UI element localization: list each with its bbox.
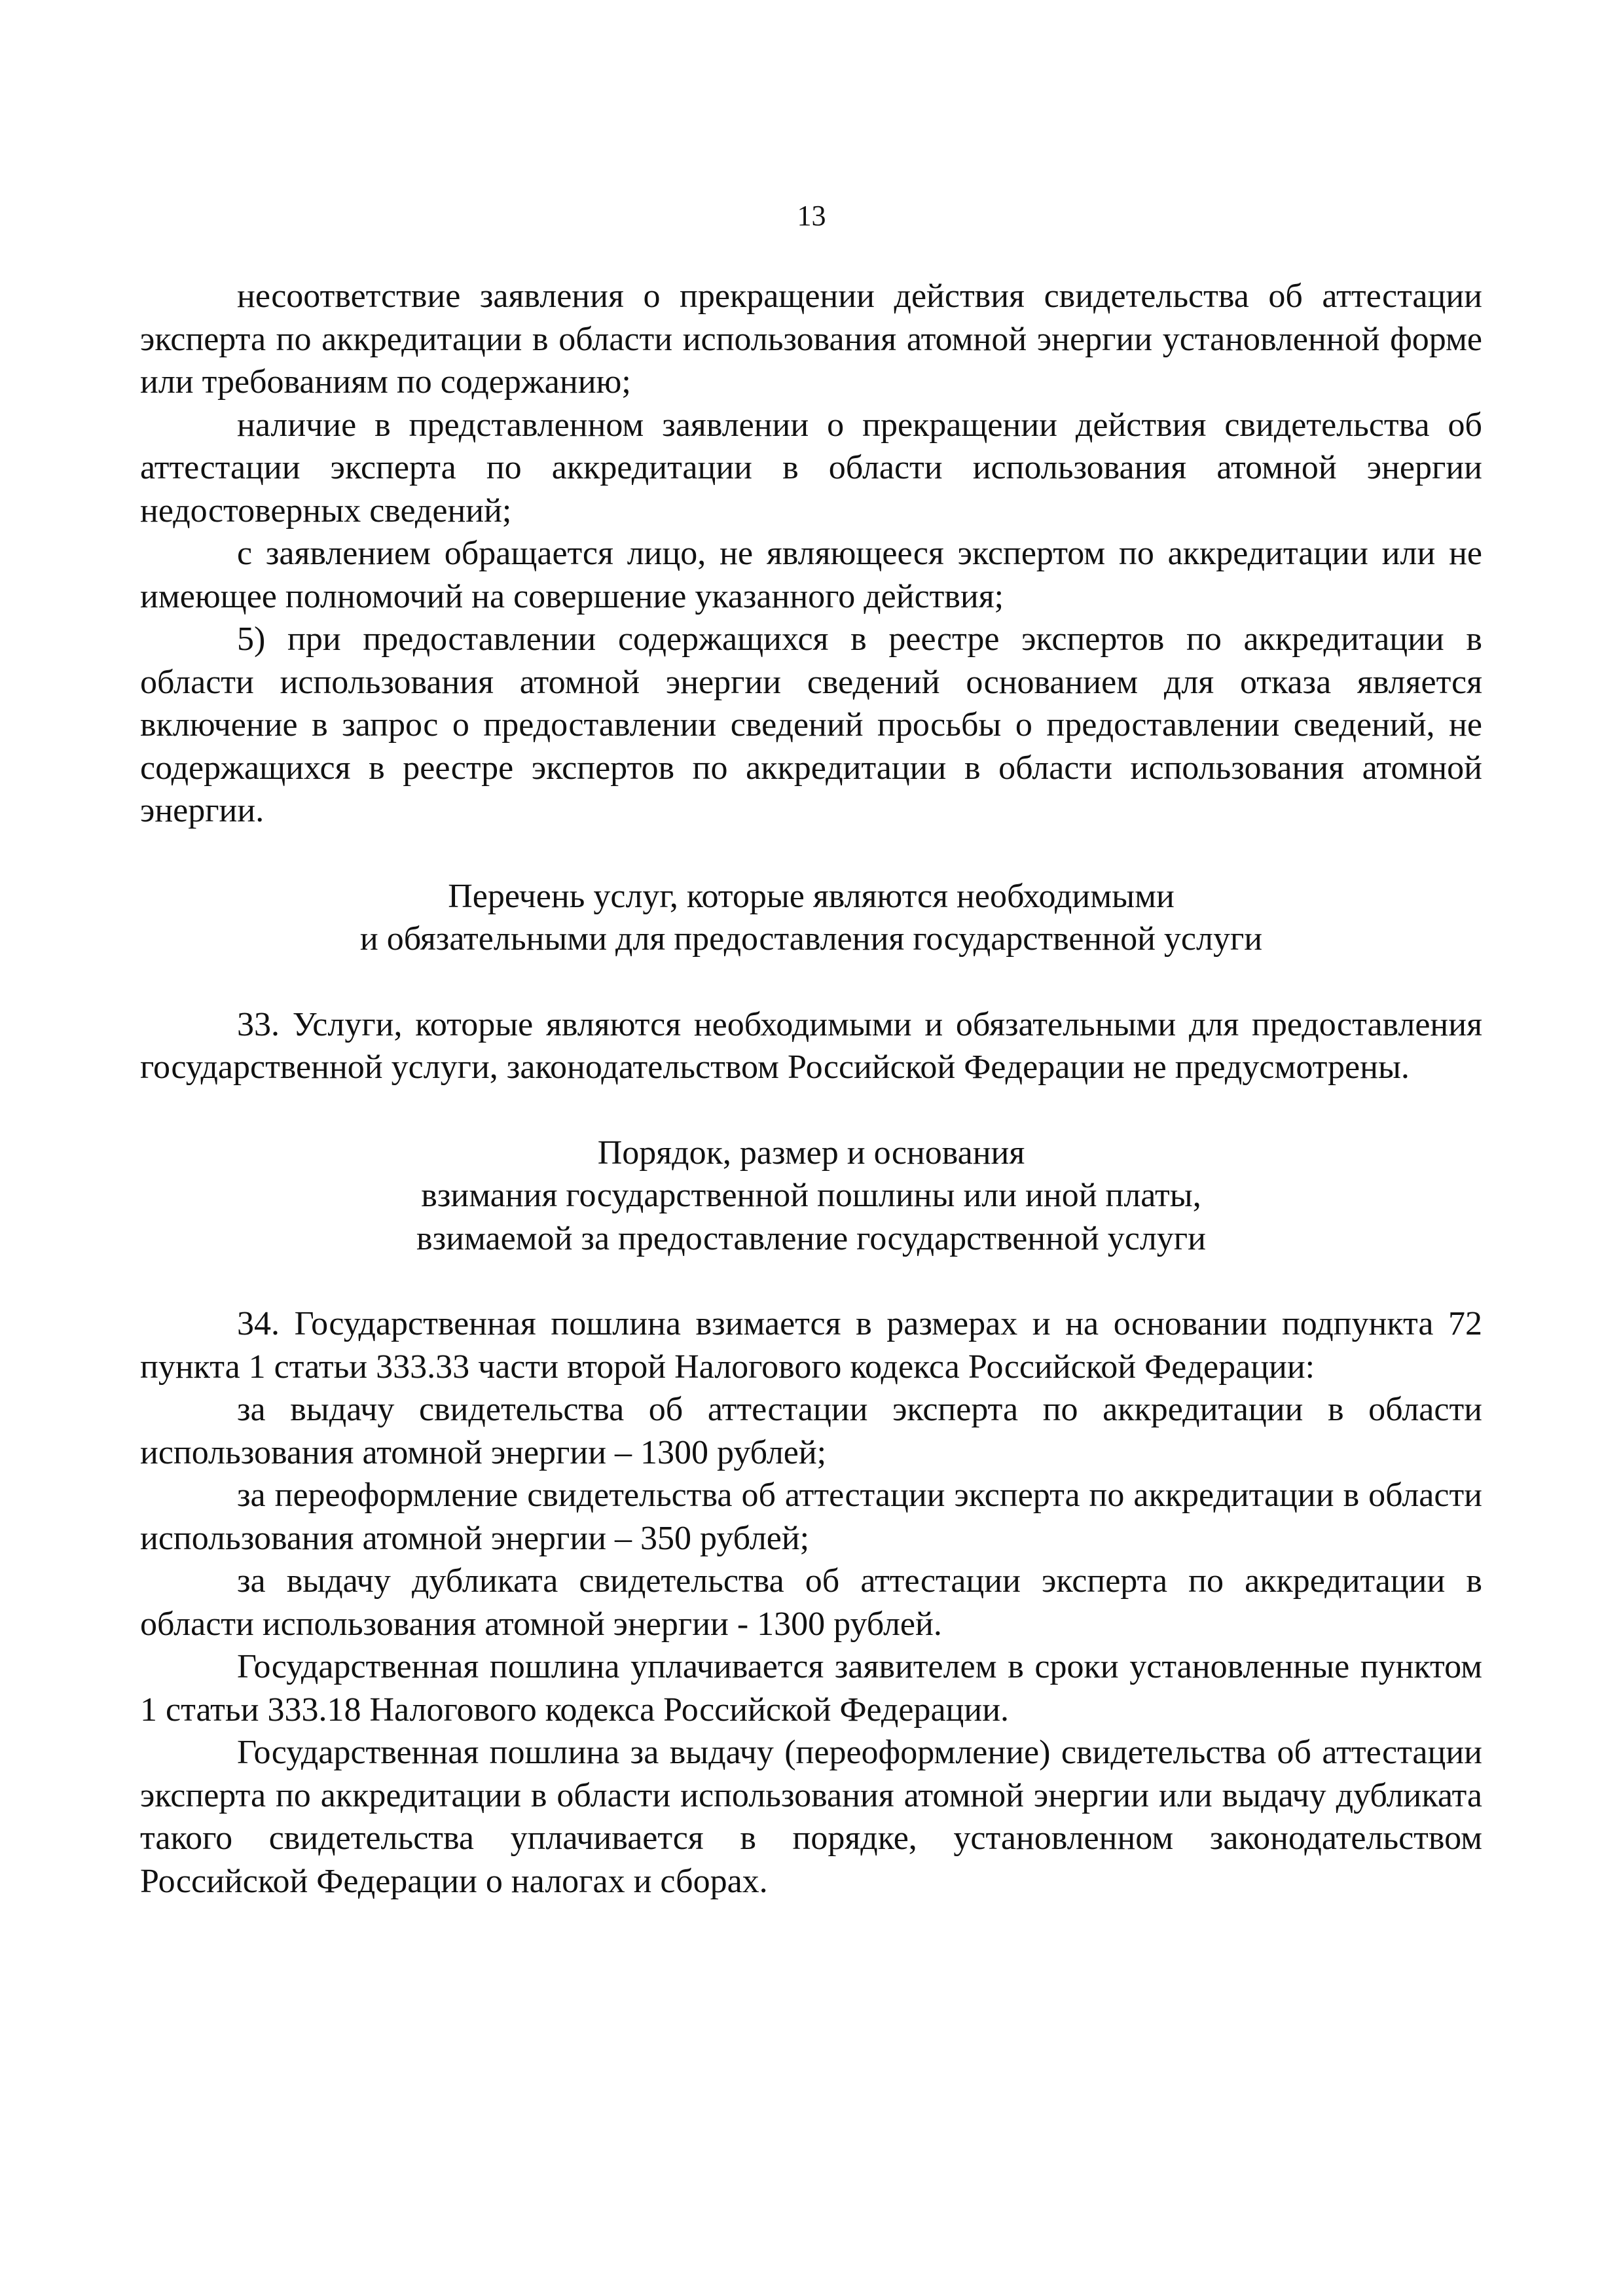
paragraph-item-5: 5) при предоставлении содержащихся в реестре экспертов по аккредитации в области использования атомной энергии сведений основанием для отказа является включение в запрос о предоставлении сведений просьбы о предоставлении сведений, не содержащихся в реестре экспертов по аккредитации в области использования атомной энергии. (140, 620, 1482, 829)
paragraph-34: 34. Государственная пошлина взимается в размерах и на основании подпункта 72 пункта 1 статьи 333.33 части второй Налогового кодекса Российской Федерации: (140, 1305, 1482, 1386)
section-heading-fee (140, 1132, 1482, 1261)
section-heading-services (140, 875, 1482, 961)
paragraph-false-info: наличие в представленном заявлении о прекращении действия свидетельства об аттестации эксперта по аккредитации в области использования атомной энергии недостоверных сведений; (140, 406, 1482, 529)
paragraph-fee-issue: за выдачу свидетельства об аттестации эксперта по аккредитации в области использования атомной энергии – 1300 рублей; (140, 1391, 1482, 1471)
section-heading-line: и обязательными для предоставления государственной услуги (359, 920, 1263, 958)
section-heading-line: Перечень услуг, которые являются необходимыми (448, 877, 1175, 915)
section-heading-line: взимания государственной пошлины или иной платы, (421, 1177, 1201, 1214)
document-body (140, 275, 1482, 1903)
paragraph-fee-reissue: за переоформление свидетельства об аттестации эксперта по аккредитации в области использования атомной энергии – 350 рублей; (140, 1477, 1482, 1557)
section-heading-line: Порядок, размер и основания (597, 1134, 1025, 1172)
paragraph-fee-duplicate: за выдачу дубликата свидетельства об аттестации эксперта по аккредитации в области использования атомной энергии - 1300 рублей. (140, 1562, 1482, 1643)
paragraph-33: 33. Услуги, которые являются необходимыми и обязательными для предоставления государственной услуги, законодательством Российской Федерации не предусмотрены. (140, 1005, 1482, 1086)
paragraph-inconsistency: несоответствие заявления о прекращении действия свидетельства об аттестации эксперта по аккредитации в области использования атомной энергии установленной форме или требованиям по содержанию; (140, 278, 1482, 401)
paragraph-fee-deadline: Государственная пошлина уплачивается заявителем в сроки установленные пунктом 1 статьи 333.18 Налогового кодекса Российской Федерации. (140, 1648, 1482, 1729)
paragraph-unauthorized-person: с заявлением обращается лицо, не являющееся экспертом по аккредитации или не имеющее полномочий на совершение указанного действия; (140, 535, 1482, 615)
paragraph-fee-procedure: Государственная пошлина за выдачу (переоформление) свидетельства об аттестации эксперта по аккредитации в области использования атомной энергии или выдачу дубликата такого свидетельства уплачивается в порядке, установленном законодательством Российской Федерации о налогах и сборах. (140, 1734, 1482, 1900)
page-number: 13 (797, 200, 826, 232)
section-heading-line: взимаемой за предоставление государственной услуги (416, 1219, 1206, 1257)
